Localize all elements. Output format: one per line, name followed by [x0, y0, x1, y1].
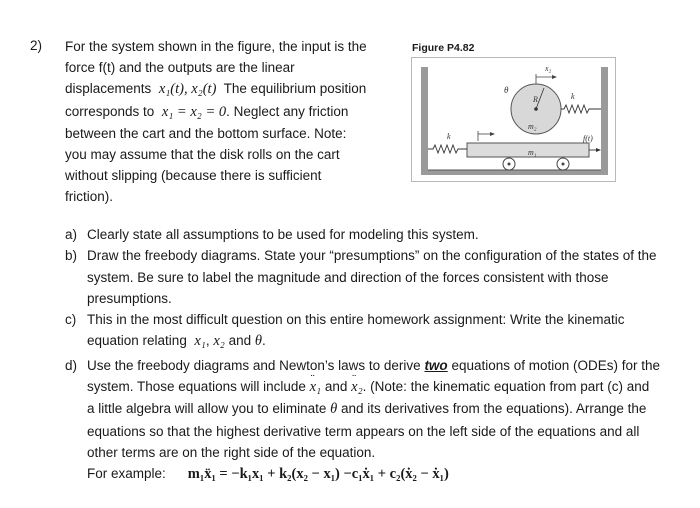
part-d-line-1: [87, 355, 690, 376]
math-x2t: x₂(t): [191, 81, 217, 98]
part-b-line-1: Draw the freebody diagrams. State your “presumptions” on the configuration of the states of the: [87, 248, 657, 264]
part-b-label: b): [65, 248, 78, 264]
part-a: [65, 224, 690, 245]
intro-text-corresponds: corresponds to: [65, 103, 155, 119]
label-k-right: k: [571, 92, 575, 101]
label-m2: m₂: [528, 122, 537, 131]
left-wall: [421, 67, 428, 174]
intro-line-4: [65, 101, 400, 123]
part-c-label: c): [65, 312, 77, 328]
intro-text-neglect: . Neglect any friction: [226, 103, 349, 119]
intro-line-1: For the system shown in the figure, the input is the: [65, 39, 367, 54]
system-figure: [411, 57, 616, 182]
part-c-line-1: This in the most difficult question on this entire homework assignment: Write the kinematic: [87, 312, 625, 328]
part-c-text-relating: equation relating: [87, 333, 187, 349]
label-k-left: k: [447, 132, 451, 141]
example-equation: m₁ẍ₁ = −k₁x₁ + k₂(x₂ − x₁) −c₁ẋ₁ + c₂(ẋ₂ − ẋ₁): [187, 466, 449, 483]
part-d-text-2b: and: [321, 379, 352, 395]
part-b: [65, 245, 690, 309]
math-equilibrium: x₁ = x₂ = 0: [161, 103, 227, 120]
intro-line-8: friction).: [65, 189, 114, 205]
part-c-end: .: [261, 333, 266, 349]
part-d-text-2c: . (Note: the kinematic equation from part (c) and: [362, 379, 650, 395]
part-d-line-4: equations so that the highest derivative term appears on the left side of the equations and all: [87, 423, 640, 439]
part-c-and: and: [224, 333, 255, 349]
intro-line-2: force f(t) and the outputs are the linear: [65, 60, 295, 76]
intro-line-6: you may assume that the disk rolls on the cart: [65, 147, 340, 163]
part-d-theta: θ: [330, 401, 338, 418]
example-label: For example:: [87, 466, 166, 482]
part-c-x1: x₁: [194, 333, 206, 350]
part-d-x1-ddot: x₁ ¨: [310, 377, 321, 398]
part-d-text-2a: system. Those equations will include: [87, 379, 310, 395]
part-c-theta: θ: [254, 333, 262, 350]
math-x1t: x₁(t),: [158, 81, 192, 98]
intro-line-5: between the cart and the bottom surface. Note:: [65, 125, 347, 141]
intro-text-displacements: displacements: [65, 81, 152, 97]
question-intro: [65, 36, 400, 208]
part-a-label: a): [65, 227, 78, 242]
wheel-left-hub: [508, 163, 511, 166]
ground: [421, 170, 608, 175]
part-b-line-2: system. Be sure to label the magnitude and direction of the forces consistent with those: [87, 269, 609, 285]
part-d: [65, 355, 690, 486]
right-wall: [601, 67, 608, 174]
label-force: f(t): [583, 134, 593, 143]
intro-text-equilibrium: The equilibrium position: [223, 81, 367, 97]
part-d-line-3: [87, 398, 690, 420]
part-d-line-5: other terms are on the right side of the equation.: [87, 444, 376, 460]
disk-center: [534, 107, 538, 111]
label-theta: θ: [504, 85, 509, 95]
part-b-line-3: presumptions.: [87, 290, 172, 306]
part-d-text-3a: a little algebra will allow you to eliminate: [87, 401, 331, 417]
part-d-example: [87, 463, 690, 485]
part-d-label: d): [65, 357, 78, 373]
label-m1: m₁: [528, 148, 537, 157]
label-x2: x₂: [545, 64, 552, 73]
part-c: [65, 309, 690, 353]
intro-line-3: [65, 78, 400, 100]
label-R: R: [533, 95, 538, 104]
part-a-line-1: Clearly state all assumptions to be used for modeling this system.: [87, 227, 479, 242]
intro-line-7: without slipping (because there is sufficient: [65, 168, 322, 184]
part-c-x2: x₂: [213, 333, 225, 350]
part-d-text-3b: and its derivatives from the equations). Arrange the: [337, 401, 647, 417]
question-number: 2): [30, 38, 43, 53]
part-d-line-2: [87, 376, 690, 398]
part-d-x2-ddot: x₂ ¨: [351, 377, 362, 398]
part-d-text-1a: Use the freebody diagrams and Newton’s laws to derive: [87, 357, 425, 373]
part-d-emphasis-two: two: [424, 357, 448, 373]
figure-caption: Figure P4.82: [412, 42, 475, 54]
wheel-right-hub: [562, 163, 565, 166]
question-parts: [65, 224, 690, 486]
part-c-line-2: equation relating x₁, x₂ and θ.: [87, 333, 266, 350]
part-d-text-1c: equations of motion (ODEs) for the: [447, 357, 661, 373]
